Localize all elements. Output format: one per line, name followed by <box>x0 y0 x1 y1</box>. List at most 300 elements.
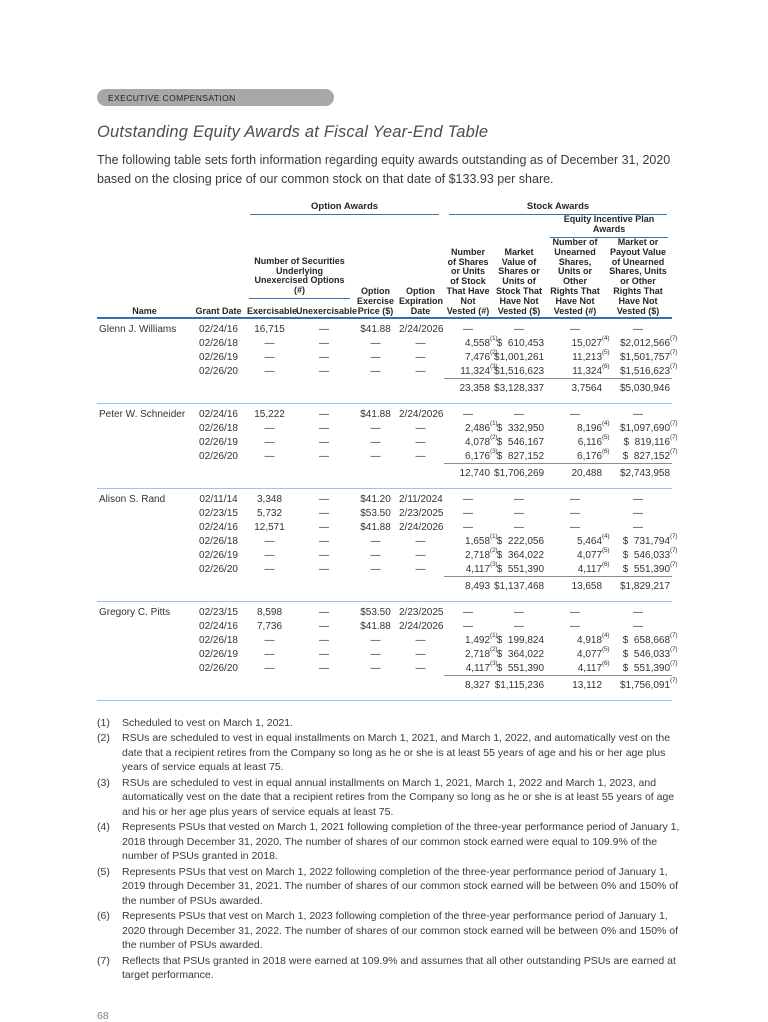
table-cell: 02/26/20 <box>199 366 238 378</box>
table-row <box>97 435 672 449</box>
footnote-text: RSUs are scheduled to vest in equal installments on March 1, 2021, and March 1, 2022, and automatically vest on the date that a recipient retires from the Company so long as he or she is at least 55 years of age and his or her age plus years of service equals at least 75. <box>122 732 671 774</box>
table-cell: — <box>319 436 329 448</box>
table-cell: $ 551,390 <box>492 661 546 676</box>
empty-cell <box>97 577 192 599</box>
table-row <box>97 647 672 661</box>
footnote-item <box>97 776 689 819</box>
table-cell: $53.50 <box>360 606 391 618</box>
officer-name: Gregory C. Pitts <box>99 606 171 618</box>
footnote-text: Reflects that PSUs granted in 2018 were earned at 109.9% and assumes that all other outstanding PSUs are earned at target performance. <box>122 954 676 982</box>
officer-name <box>97 421 192 435</box>
option-awards-header <box>245 202 444 215</box>
total-cell: $1,115,236 <box>494 680 545 692</box>
table-cell: — <box>415 663 426 675</box>
table-cell: — <box>319 422 329 434</box>
table-cell: 4,077$^{(5)}$ <box>577 546 610 561</box>
table-cell: 12,571 <box>254 521 285 533</box>
equity-awards-table <box>97 200 678 701</box>
col-header-market-value: Market Value of Shares or Units of Stock That Have Not Vested ($) <box>492 238 546 318</box>
table-cell: 02/24/16 <box>199 521 238 533</box>
table-cell: — <box>319 620 329 632</box>
table-cell: 11,213$^{(5)}$ <box>572 348 610 363</box>
table-cell: $41.88 <box>360 323 391 335</box>
table-cell: — <box>570 408 581 420</box>
table-body <box>97 318 678 701</box>
table-row <box>97 364 672 379</box>
table-cell: 02/11/14 <box>199 493 238 505</box>
table-cell: — <box>415 436 426 448</box>
table-cell: 16,715 <box>254 323 285 335</box>
total-cell: 12,740 <box>459 468 491 480</box>
table-cell: — <box>370 351 381 363</box>
table-cell: $1,097,690$^{(7)}$ <box>619 419 678 434</box>
empty-cell <box>97 379 192 401</box>
table-cell: — <box>370 663 381 675</box>
empty-cell <box>192 577 245 599</box>
stock-awards-label: Stock Awards <box>449 202 667 215</box>
table-cell: — <box>570 606 581 618</box>
footnote-text: Represents PSUs that vest on March 1, 2023 following completion of the three-year performance period of January 1, 2020 through December 31, 2022. The number of shares of our common stock earned will be between 0% and 150% of the number of PSUs awarded. <box>122 910 679 952</box>
table-cell: 15,222 <box>254 408 285 420</box>
col-header-name: Name <box>97 238 192 318</box>
total-cell: 8,327 <box>465 680 491 692</box>
officer-name <box>97 647 192 661</box>
table-row <box>97 562 672 577</box>
total-cell: $3,128,337 <box>494 383 545 395</box>
empty-cell <box>192 464 245 486</box>
table-cell: 4,117$^{(6)}$ <box>546 562 604 577</box>
totals-row <box>97 577 672 599</box>
table-cell: — <box>570 323 581 335</box>
table-cell: — <box>319 648 329 660</box>
table-cell: — <box>370 366 381 378</box>
table-cell: 4,117$^{(6)}$ <box>546 661 604 676</box>
empty-cell <box>245 676 294 698</box>
table-cell: — <box>514 408 525 420</box>
table-cell: 8,196$^{(4)}$ <box>577 419 610 434</box>
table-row <box>97 661 672 676</box>
officer-name: Peter W. Schneider <box>99 408 186 420</box>
empty-header <box>97 215 546 238</box>
table-cell: — <box>633 493 644 505</box>
table-cell: $ 731,794$^{(7)}$ <box>622 532 678 547</box>
table-cell: 4,117$^{(3)}$ <box>444 562 492 577</box>
section-label: EXECUTIVE COMPENSATION <box>108 92 236 103</box>
table-cell: $41.88 <box>360 620 391 632</box>
empty-header <box>192 202 245 215</box>
empty-header <box>97 202 192 215</box>
table-cell: $41.88 <box>360 408 391 420</box>
table-cell: 6,176$^{(3)}$ <box>444 449 492 464</box>
table-cell: — <box>463 323 474 335</box>
table-cell: $1,501,757$^{(7)}$ <box>619 348 678 363</box>
officer-name <box>97 435 192 449</box>
officer-name <box>97 661 192 676</box>
table-cell: 2/24/2026 <box>399 323 444 335</box>
table-cell: — <box>514 507 525 519</box>
table-cell: — <box>370 337 381 349</box>
table-cell: — <box>415 351 426 363</box>
table-cell: — <box>264 422 275 434</box>
total-cell: 23,358 <box>459 383 491 395</box>
eip-header-row <box>97 215 672 238</box>
table-cell: — <box>370 422 381 434</box>
officer-name <box>97 449 192 464</box>
table-row <box>97 534 672 548</box>
footnote-marker: (7) <box>97 954 110 967</box>
empty-cell <box>397 676 444 698</box>
table-cell: 7,476$^{(2)}$ <box>465 348 498 363</box>
table-cell: — <box>319 451 329 463</box>
totals-row <box>97 379 672 401</box>
table-cell: — <box>319 408 329 420</box>
table-cell: — <box>370 564 381 576</box>
table-cell: $ 199,824 <box>496 634 545 646</box>
table-cell: — <box>264 634 275 646</box>
footnote-text: Represents PSUs that vest on March 1, 2022 following completion of the three-year performance period of January 1, 2019 through December 31, 2021. The number of shares of our common stock earned will be between 0% and 150% of the number of PSUs awarded. <box>122 865 679 907</box>
table-cell: $ 551,390$^{(7)}$ <box>604 661 672 676</box>
table-cell: — <box>514 606 525 618</box>
totals-row <box>97 676 672 698</box>
footnote-marker: (4) <box>97 821 110 834</box>
table-cell: — <box>319 521 329 533</box>
footnote-text: RSUs are scheduled to vest in equal annual installments on March 1, 2021, March 1, 2022 and March 1, 2023, and automatically vest on the date that a recipient retires from the Company so long as he or she is at least 55 years of age and his or her age plus years of service equals at least 75. <box>122 776 675 818</box>
table-cell: — <box>415 564 426 576</box>
table-cell: 7,736 <box>256 620 283 632</box>
table-cell: — <box>319 351 329 363</box>
officer-name <box>97 562 192 577</box>
separator-line <box>97 697 672 700</box>
table-cell: — <box>570 493 581 505</box>
table-cell: $ 819,116$^{(7)}$ <box>623 433 678 448</box>
table-cell: — <box>514 620 525 632</box>
table-cell: 4,918$^{(4)}$ <box>577 631 610 646</box>
table-cell: — <box>319 606 329 618</box>
table-cell: 5,464$^{(4)}$ <box>577 532 610 547</box>
table-cell: 02/26/18 <box>199 337 238 349</box>
total-cell: $1,829,217 <box>619 581 671 593</box>
table-cell: $ 546,167 <box>496 436 545 448</box>
col-header-num-securities <box>245 238 354 299</box>
table-cell: — <box>264 564 275 576</box>
footnote-item <box>97 820 689 863</box>
table-cell: — <box>264 366 275 378</box>
total-cell: 8,493 <box>465 581 491 593</box>
table-cell: — <box>319 323 329 335</box>
officer-name <box>97 548 192 562</box>
table-cell: $41.20 <box>360 493 391 505</box>
table-cell: — <box>319 337 329 349</box>
table-cell: $1,516,623$^{(7)}$ <box>604 364 672 379</box>
table-cell: — <box>463 507 474 519</box>
table-cell: 02/26/18 <box>199 634 238 646</box>
section-label-pill <box>97 89 334 106</box>
table-cell: 02/24/16 <box>199 323 238 335</box>
table-row <box>97 548 672 562</box>
stock-awards-header <box>444 202 672 215</box>
page-number: 68 <box>97 1009 109 1022</box>
span-header-row <box>97 202 672 215</box>
table-cell: $ 551,390$^{(7)}$ <box>604 562 672 577</box>
table-cell: 2/23/2025 <box>399 507 444 519</box>
footnote-marker: (3) <box>97 776 110 789</box>
col-header-payout: Market or Payout Value of Unearned Shares, Units or Other Rights That Have Not Vested ($) <box>604 238 672 318</box>
officer-name <box>97 506 192 520</box>
table-cell: — <box>264 663 275 675</box>
table-cell: — <box>633 408 644 420</box>
col-header-exercise-price: Option Exercise Price ($) <box>354 238 397 318</box>
table-cell: 4,558$^{(1)}$ <box>465 334 498 349</box>
intro-paragraph: The following table sets forth information regarding equity awards outstanding as of December 31, 2020 based on the closing price of our common stock on that date of $133.93 per share. <box>97 153 671 186</box>
empty-cell <box>354 577 397 599</box>
table-cell: 02/26/19 <box>199 436 238 448</box>
table-row <box>97 506 672 520</box>
table-row <box>97 336 672 350</box>
table-cell: — <box>570 507 581 519</box>
officer-name: Alison S. Rand <box>99 493 166 505</box>
num-securities-label: Number of Securities Underlying Unexercised Options (#) <box>249 257 350 300</box>
table-cell: 02/26/19 <box>199 549 238 561</box>
officer-name: Glenn J. Williams <box>99 323 177 335</box>
table-cell: $ 364,022 <box>496 648 545 660</box>
total-cell: 13,112 <box>572 680 603 692</box>
footnote-item <box>97 909 689 952</box>
table-cell: $ 610,453 <box>496 337 545 349</box>
table-row <box>97 619 672 633</box>
footnote-item <box>97 954 689 983</box>
officer-name <box>97 619 192 633</box>
table-row <box>97 350 672 364</box>
totals-row <box>97 464 672 486</box>
table-cell: 02/24/16 <box>199 408 238 420</box>
table-row <box>97 520 672 534</box>
table-cell: — <box>415 451 426 463</box>
table-cell: 2/24/2026 <box>399 521 444 533</box>
page-content <box>97 89 689 1022</box>
table-cell: — <box>415 337 426 349</box>
table-cell: — <box>633 521 644 533</box>
empty-cell <box>97 464 192 486</box>
table-cell: 02/26/19 <box>199 351 238 363</box>
table-cell: — <box>264 436 275 448</box>
footnote-text: Represents PSUs that vested on March 1, 2021 following completion of the three-year performance period of January 1, 2018 through December 31, 2020. The number of shares of our common stock earned were equal to 109.9% of the number of PSUs granted in 2018. <box>122 821 680 863</box>
table-cell: — <box>264 535 275 547</box>
table-cell: $53.50 <box>360 507 391 519</box>
col-header-unexercisable: Unexercisable <box>294 299 354 318</box>
table-cell: $ 546,033$^{(7)}$ <box>622 546 678 561</box>
officer-name <box>97 633 192 647</box>
empty-cell <box>294 676 354 698</box>
table-cell: — <box>463 493 474 505</box>
empty-cell <box>354 464 397 486</box>
total-cell: 13,658 <box>571 581 603 593</box>
table-cell: $ 222,056 <box>496 535 545 547</box>
table-cell: 2,718$^{(2)}$ <box>465 546 498 561</box>
table-cell: $1,001,261 <box>494 351 545 363</box>
table-cell: 2,486$^{(1)}$ <box>465 419 498 434</box>
col-header-shares-not-vested: Number of Shares or Units of Stock That Have Not Vested (#) <box>444 238 492 318</box>
total-cell: $5,030,946 <box>619 383 671 395</box>
table-cell: — <box>370 634 381 646</box>
table-cell: 02/26/20 <box>199 451 238 463</box>
table-cell: 02/26/20 <box>199 663 238 675</box>
table-cell: 2/24/2026 <box>399 620 444 632</box>
empty-cell <box>397 379 444 401</box>
table-cell: — <box>319 549 329 561</box>
table-cell: 5,732 <box>256 507 283 519</box>
table-cell: — <box>633 507 644 519</box>
table-cell: — <box>319 493 329 505</box>
table-cell: 2/23/2025 <box>399 606 444 618</box>
table-cell: $ 827,152$^{(7)}$ <box>604 449 672 464</box>
table-cell: 02/26/18 <box>199 422 238 434</box>
table-cell: 4,077$^{(5)}$ <box>577 645 610 660</box>
table-row <box>97 403 672 421</box>
footnote-text: Scheduled to vest on March 1, 2021. <box>122 716 294 729</box>
table-header <box>97 202 672 318</box>
table-cell: — <box>463 620 474 632</box>
table-cell: 4,078$^{(2)}$ <box>465 433 498 448</box>
empty-cell <box>97 676 192 698</box>
empty-cell <box>354 676 397 698</box>
table-cell: — <box>319 663 329 675</box>
table-cell: — <box>370 549 381 561</box>
empty-cell <box>294 464 354 486</box>
table-cell: — <box>514 323 525 335</box>
table-cell: — <box>319 634 329 646</box>
col-header-unearned: Number of Unearned Shares, Units or Other Rights That Have Not Vested (#) <box>546 238 604 318</box>
table-cell: — <box>319 564 329 576</box>
table-cell: — <box>319 507 329 519</box>
table-cell: 02/23/15 <box>199 507 238 519</box>
table-cell: — <box>415 535 426 547</box>
table-cell: — <box>264 351 275 363</box>
officer-name <box>97 350 192 364</box>
footnotes <box>97 716 689 983</box>
footnote-item <box>97 865 689 908</box>
table-cell: — <box>415 366 426 378</box>
table-cell: — <box>319 366 329 378</box>
table-cell: 02/24/16 <box>199 620 238 632</box>
col-header-exercisable: Exercisable <box>245 299 294 318</box>
table-cell: 6,116$^{(5)}$ <box>577 433 610 448</box>
officer-name <box>97 520 192 534</box>
table-cell: — <box>463 408 474 420</box>
empty-cell <box>397 577 444 599</box>
table-cell: — <box>633 606 644 618</box>
table-cell: — <box>264 549 275 561</box>
total-cell: 20,488 <box>571 468 603 480</box>
table-cell: — <box>415 648 426 660</box>
table-cell: $ 332,950 <box>496 422 545 434</box>
table-cell: $ 551,390 <box>492 562 546 577</box>
table-cell: 02/23/15 <box>199 606 238 618</box>
table-cell: — <box>463 521 474 533</box>
officer-name <box>97 364 192 379</box>
table-cell: — <box>633 620 644 632</box>
officer-name <box>97 336 192 350</box>
option-awards-label: Option Awards <box>250 202 439 215</box>
table-row <box>97 488 672 506</box>
table-cell: 02/26/18 <box>199 535 238 547</box>
footnote-item <box>97 716 689 730</box>
table-cell: 11,324$^{(3)}$ <box>444 364 492 379</box>
empty-cell <box>397 464 444 486</box>
table-cell: 2,718$^{(2)}$ <box>465 645 498 660</box>
table-cell: 3,348 <box>256 493 283 505</box>
table-cell: $ 546,033$^{(7)}$ <box>622 645 678 660</box>
table-cell: — <box>633 323 644 335</box>
page-title: Outstanding Equity Awards at Fiscal Year-End Table <box>97 123 489 141</box>
empty-cell <box>192 379 245 401</box>
table-cell: $41.88 <box>360 521 391 533</box>
table-cell: $ 827,152 <box>492 449 546 464</box>
empty-cell <box>294 379 354 401</box>
footnote-marker: (2) <box>97 732 110 745</box>
table-cell: — <box>370 535 381 547</box>
total-cell: $2,743,958 <box>619 468 671 480</box>
table-cell: 1,658$^{(1)}$ <box>465 532 498 547</box>
table-cell: — <box>570 521 581 533</box>
table-cell: 6,176$^{(6)}$ <box>546 449 604 464</box>
footnote-marker: (5) <box>97 865 110 878</box>
table-cell: 8,598 <box>256 606 283 618</box>
table-cell: 2/24/2026 <box>399 408 444 420</box>
empty-cell <box>354 379 397 401</box>
table-cell: 02/26/20 <box>199 564 238 576</box>
table-cell: $ 658,668$^{(7)}$ <box>622 631 678 646</box>
footnote-marker: (6) <box>97 910 110 923</box>
total-cell: $1,756,091$^{(7)}$ <box>619 677 678 692</box>
table-cell: — <box>415 634 426 646</box>
table-cell: — <box>264 337 275 349</box>
table-cell: — <box>264 451 275 463</box>
table-cell: $1,516,623 <box>494 365 545 377</box>
table-cell: — <box>463 606 474 618</box>
col-header-grant-date: Grant Date <box>192 238 245 318</box>
table-cell: — <box>570 620 581 632</box>
table-cell: — <box>319 535 329 547</box>
table-cell: — <box>370 436 381 448</box>
footnote-item <box>97 731 689 774</box>
column-header-row <box>97 238 672 299</box>
table-cell: 1,492$^{(1)}$ <box>465 631 498 646</box>
officer-name <box>97 534 192 548</box>
equity-incentive-header <box>546 215 672 238</box>
empty-cell <box>294 577 354 599</box>
table-cell: 11,324$^{(6)}$ <box>546 364 604 379</box>
table-cell: — <box>370 451 381 463</box>
total-cell: $1,137,468 <box>494 581 545 593</box>
empty-cell <box>245 577 294 599</box>
empty-cell <box>192 676 245 698</box>
equity-incentive-label: Equity Incentive Plan Awards <box>550 215 668 238</box>
total-cell: $1,706,269 <box>494 468 545 480</box>
table-row <box>97 601 672 619</box>
table-row <box>97 449 672 464</box>
table-cell: — <box>514 493 525 505</box>
table-row <box>97 421 672 435</box>
table-cell: 4,117$^{(3)}$ <box>444 661 492 676</box>
table-cell: 2/11/2024 <box>399 493 443 505</box>
table-cell: — <box>264 648 275 660</box>
table-cell: — <box>370 648 381 660</box>
total-cell: 3,7564 <box>571 383 603 395</box>
table-row <box>97 633 672 647</box>
col-header-expiration-date: Option Expiration Date <box>397 238 444 318</box>
table-cell: $2,012,566$^{(7)}$ <box>619 334 678 349</box>
footnote-marker: (1) <box>97 716 110 729</box>
